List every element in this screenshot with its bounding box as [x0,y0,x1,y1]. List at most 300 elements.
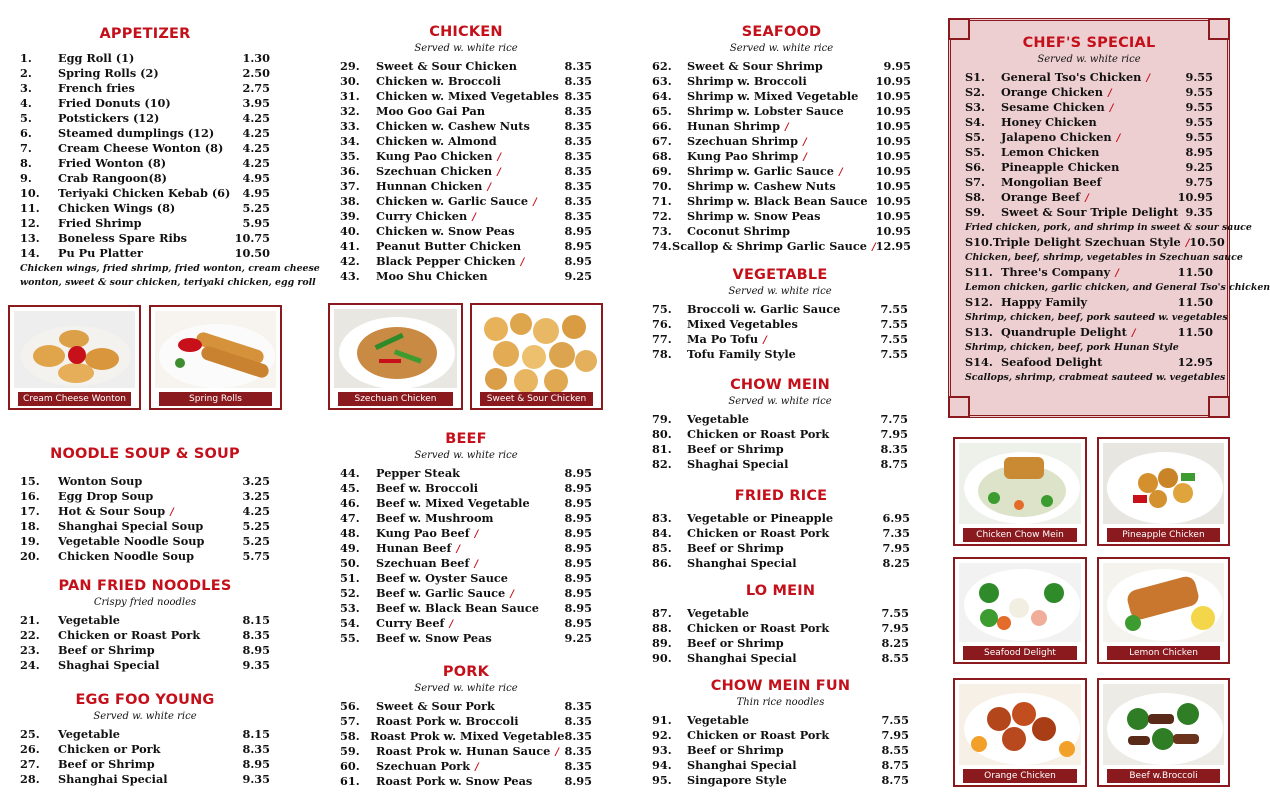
orange-chicken-image [959,684,1085,769]
item-number: 20. [20,549,40,563]
item-name-text: Fried Donuts (10) [58,96,171,110]
item-number: 6. [20,126,32,140]
item-name-text: Shanghai Special Soup [58,519,204,533]
chili-pepper-icon: / [510,589,514,600]
photo-caption: Seafood Delight [963,646,1077,660]
item-price: 10.95 [1177,190,1213,204]
item-name-text: Beef or Shrimp [687,743,784,757]
item-price: 4.25 [242,141,270,155]
photo-caption: Chicken Chow Mein [963,528,1077,542]
item-price: 8.35 [564,194,592,208]
food-photo [1097,678,1230,787]
item-number: 93. [652,743,672,757]
item-price: 3.25 [242,474,270,488]
item-name [58,613,242,628]
item-number: 45. [340,481,360,495]
item-number: 54. [340,616,360,630]
item-price: 8.95 [564,774,592,788]
item-number: 95. [652,773,672,787]
item-name-text: Chicken or Roast Pork [687,728,830,742]
menu-item [340,209,592,224]
photo-caption: Cream Cheese Wonton [18,392,131,406]
item-name-text: Honey Chicken [1001,115,1097,129]
section-subtitle: Served w. white rice [414,683,518,694]
item-price: 10.50 [234,246,270,260]
menu-item [340,759,592,774]
item-number: 19. [20,534,40,548]
item-number: 11. [20,201,40,215]
item-number: 5. [20,111,32,125]
item-name-text: Three's Company [1001,265,1111,279]
item-price: 8.35 [564,104,592,118]
item-price: 8.95 [564,496,592,510]
chowmein-section [652,377,908,472]
appetizer-section [20,26,320,290]
menu-item [340,744,592,759]
item-price: 8.35 [564,759,592,773]
item-name [1001,295,1178,310]
item-price: 7.95 [880,427,908,441]
item-number: 33. [340,119,360,133]
item-name-text: Vegetable [687,412,749,426]
menu-item [652,713,909,728]
food-photo [1097,557,1230,664]
item-name-text: Szechuan Pork [376,759,471,773]
item-number: 91. [652,713,672,727]
item-number: S10. [965,235,993,249]
item-name [370,729,564,744]
item-price: 4.25 [242,111,270,125]
item-name-text: Shanghai Special [58,772,168,786]
chili-pepper-icon: / [170,507,174,518]
item-price: 4.25 [242,156,270,170]
item-number: 71. [652,194,672,208]
item-price: 8.95 [564,481,592,495]
item-price: 10.95 [875,224,911,238]
item-number: 52. [340,586,360,600]
item-name [687,743,881,758]
item-number: 29. [340,59,360,73]
item-name [376,239,564,254]
menu-item [652,224,911,239]
item-name [687,302,880,317]
item-price: 8.25 [882,556,910,570]
menu-item [652,89,911,104]
item-name-text: Chicken w. Mixed Vegetables [376,89,559,103]
item-name [672,239,876,254]
item-number: 84. [652,526,672,540]
section-title: CHOW MEIN FUN [710,678,851,694]
item-name [376,134,564,149]
item-number: 60. [340,759,360,773]
item-price: 10.95 [875,104,911,118]
menu-item [20,201,270,216]
item-price: 8.95 [564,616,592,630]
item-number: S4. [965,115,985,129]
menu-item [965,115,1213,130]
item-number: 27. [20,757,40,771]
item-price: 2.75 [242,81,270,95]
item-name-text: Sweet & Sour Shrimp [687,59,823,73]
item-price: 1.30 [242,51,270,65]
item-price: 7.75 [880,412,908,426]
section-subtitle: Served w. white rice [93,711,197,722]
item-number: 70. [652,179,672,193]
item-name [687,511,882,526]
item-price: 8.75 [881,773,909,787]
menu-item [20,66,270,81]
menu-item [652,332,908,347]
menu-item [20,171,270,186]
menu-item [965,70,1213,85]
item-number: 38. [340,194,360,208]
item-name [376,164,564,179]
photo-caption: Pineapple Chicken [1107,528,1220,542]
item-price: 10.95 [875,164,911,178]
menu-item [20,727,270,742]
item-name [58,742,242,757]
menu-item [340,571,592,586]
item-price: 8.95 [242,757,270,771]
item-price: 8.35 [564,209,592,223]
item-name-text: Mongolian Beef [1001,175,1102,189]
item-price: 10.95 [875,134,911,148]
item-name-text: Peanut Butter Chicken [376,239,522,253]
item-name [687,347,880,362]
menu-item [20,246,270,261]
item-name [376,269,564,284]
item-name [1001,85,1185,100]
menu-item [340,601,592,616]
item-name [687,332,880,347]
item-price: 9.55 [1185,85,1213,99]
item-name-text: Happy Family [1001,295,1088,309]
item-price: 7.35 [882,526,910,540]
menu-item [965,100,1213,115]
menu-item [20,628,270,643]
item-number: 48. [340,526,360,540]
chili-pepper-icon: / [1131,328,1136,339]
item-name-text: Shrimp w. Black Bean Sauce [687,194,868,208]
pineapple-chicken-image [1103,443,1228,528]
menu-item [340,89,592,104]
item-price: 7.95 [882,541,910,555]
menu-item [340,59,592,74]
item-price: 8.95 [564,556,592,570]
section-subtitle: Served w. white rice [414,450,518,461]
item-name-text: Singapore Style [687,773,787,787]
item-price: 8.95 [242,643,270,657]
menu-item [652,347,908,362]
item-number: 64. [652,89,672,103]
item-name [376,699,564,714]
menu-item [652,412,908,427]
menu-item [340,511,592,526]
item-name-text: Sesame Chicken [1001,100,1105,114]
item-price: 9.25 [564,269,592,283]
photo-caption: Sweet & Sour Chicken [480,392,593,406]
item-price: 8.35 [564,134,592,148]
item-number: S9. [965,205,985,219]
item-name-text: Chicken Noodle Soup [58,549,195,563]
spring-rolls-image [155,311,280,392]
item-name-text: Beef w. Mixed Vegetable [376,496,530,510]
item-name-text: Egg Roll (1) [58,51,135,65]
item-name-text: Spring Rolls (2) [58,66,159,80]
menu-item [340,179,592,194]
item-number: 34. [340,134,360,148]
wonton-image [14,311,139,392]
item-number: 89. [652,636,672,650]
item-name-text: Beef w. Snow Peas [376,631,492,645]
item-name [58,111,242,126]
menu-item [652,317,908,332]
item-name [1001,355,1178,370]
menu-item [20,96,270,111]
item-name [1001,190,1178,205]
item-number: 63. [652,74,672,88]
appetizer-note: Chicken wings, fried shrimp, fried wonton, cream cheese wonton, sweet & sour chicken, teriyaki chicken, egg roll [20,263,320,288]
item-price: 9.25 [1185,160,1213,174]
section-subtitle: Served w. white rice [1037,54,1141,65]
item-name [687,442,880,457]
item-number: 76. [652,317,672,331]
menu-item [340,134,592,149]
item-price: 4.95 [242,186,270,200]
chili-pepper-icon: / [838,167,843,178]
beef-broccoli-image [1103,684,1228,769]
menu-item [652,209,911,224]
item-name-text: Coconut Shrimp [687,224,790,238]
section-title: CHEF'S SPECIAL [1022,35,1156,51]
menu-item [652,302,908,317]
item-name [58,643,242,658]
menu-item [20,231,270,246]
item-price: 7.55 [880,347,908,361]
item-name [376,74,564,89]
item-price: 12.95 [1177,355,1213,369]
item-list [965,70,1270,385]
item-number: 9. [20,171,32,185]
item-name-text: Hunan Shrimp [687,119,781,133]
item-number: 92. [652,728,672,742]
menu-item [20,111,270,126]
menu-item [652,773,909,788]
menu-item [20,757,270,772]
sweet-sour-chicken-image [476,309,601,392]
item-name [376,194,564,209]
item-name-text: Shaghai Special [687,457,789,471]
item-name-text: Shanghai Special [687,758,797,772]
item-name-text: Fried Shrimp [58,216,142,230]
item-name-text: Curry Beef [376,616,445,630]
item-price: 8.95 [564,586,592,600]
menu-item [20,186,270,201]
item-price: 9.35 [242,658,270,672]
item-name [687,606,881,621]
item-price: 8.35 [564,119,592,133]
item-number: 39. [340,209,360,223]
item-number: 72. [652,209,672,223]
item-name [687,427,880,442]
item-price: 11.50 [1177,265,1213,279]
item-number: 44. [340,466,360,480]
item-price: 8.35 [242,628,270,642]
item-name [687,526,882,541]
item-number: 4. [20,96,32,110]
menu-item [20,126,270,141]
item-name-text: Shrimp w. Snow Peas [687,209,821,223]
item-price: 8.55 [881,743,909,757]
chili-pepper-icon: / [1085,193,1089,204]
item-price: 7.55 [881,713,909,727]
item-number: S1. [965,70,985,84]
item-note: Chicken, beef, shrimp, vegetables in Szechuan sauce [965,252,1243,263]
item-number: 22. [20,628,40,642]
item-number: 8. [20,156,32,170]
item-name-text: Wonton Soup [58,474,143,488]
item-price: 8.95 [564,601,592,615]
item-name-text: Ma Po Tofu [687,332,759,346]
item-note: Scallops, shrimp, crabmeat sauteed w. vegetables [965,372,1226,383]
item-number: S8. [965,190,985,204]
item-number: 15. [20,474,40,488]
section-subtitle: Served w. white rice [728,286,832,297]
item-name-text: Chicken Wings (8) [58,201,176,215]
item-name [687,89,876,104]
menu-item [652,164,911,179]
item-name-text: Vegetable [58,613,120,627]
photo-caption: Szechuan Chicken [338,392,453,406]
item-name-text: Shrimp w. Broccoli [687,74,807,88]
item-price: 4.95 [242,171,270,185]
item-name [687,728,881,743]
item-name [58,628,242,643]
menu-item [340,119,592,134]
chili-pepper-icon: / [871,242,876,253]
section-title: CHOW MEIN [730,377,830,393]
item-name [687,104,876,119]
item-price: 8.15 [242,727,270,741]
item-name [376,149,564,164]
item-price: 8.35 [242,742,270,756]
item-name-text: Cream Cheese Wonton (8) [58,141,224,155]
item-price: 3.25 [242,489,270,503]
menu-item [20,474,270,489]
item-name [376,744,564,759]
item-name [58,201,242,216]
menu-item [340,729,592,744]
item-price: 11.50 [1177,325,1213,339]
section-subtitle: Served w. white rice [414,43,518,54]
item-number: 86. [652,556,672,570]
chili-pepper-icon: / [449,619,454,630]
item-name [58,474,242,489]
chili-pepper-icon: / [456,544,461,555]
item-name-text: Vegetable [687,606,749,620]
chili-pepper-icon: / [803,137,807,148]
item-name [376,119,564,134]
item-name [993,235,1190,250]
item-name [376,224,564,239]
item-name [687,74,876,89]
menu-item [965,235,1225,250]
item-price: 8.35 [564,89,592,103]
menu-item [20,658,270,673]
item-number: 21. [20,613,40,627]
item-name [58,81,242,96]
item-price: 7.55 [880,302,908,316]
item-price: 8.35 [564,164,592,178]
item-number: 7. [20,141,32,155]
pork-section [340,664,592,789]
item-number: 10. [20,186,40,200]
item-number: 80. [652,427,672,441]
item-name [687,758,881,773]
menu-item [652,526,910,541]
item-number: 74. [652,239,672,253]
item-list [652,302,908,362]
menu-item [965,85,1213,100]
item-name [1001,145,1185,160]
item-name [58,246,235,261]
section-title: SEAFOOD [741,24,822,40]
item-name-text: Szechuan Shrimp [687,134,798,148]
item-name-text: Chicken or Roast Pork [687,526,830,540]
chili-pepper-icon: / [487,182,492,193]
item-name-text: Black Pepper Chicken [376,254,516,268]
photo-caption: Spring Rolls [159,392,272,406]
photo-caption: Orange Chicken [963,769,1077,783]
menu-item [652,651,909,666]
item-price: 8.95 [564,254,592,268]
item-name-text: Quandruple Delight [1001,325,1127,339]
chili-pepper-icon: / [472,212,476,223]
item-list [340,466,592,646]
soup-section [20,446,270,564]
food-photo [470,303,603,410]
menu-item [652,621,909,636]
item-name [1001,130,1185,145]
item-price: 10.95 [875,209,911,223]
item-number: 55. [340,631,360,645]
menu-item [340,616,592,631]
menu-item [340,104,592,119]
menu-item [652,728,909,743]
item-name-text: Beef w. Broccoli [376,481,479,495]
item-number: 43. [340,269,360,283]
menu-item [965,175,1213,190]
item-name [376,466,564,481]
menu-item [20,156,270,171]
item-number: 50. [340,556,360,570]
item-price: 5.75 [242,549,270,563]
item-number: 25. [20,727,40,741]
item-name-text: Hunan Beef [376,541,452,555]
item-name-text: Vegetable or Pineapple [687,511,834,525]
item-number: 17. [20,504,40,518]
item-number: S13. [965,325,993,339]
item-price: 8.35 [564,74,592,88]
menu-item [340,631,592,646]
item-name-text: Orange Chicken [1001,85,1103,99]
menu-item [340,714,592,729]
item-number: 73. [652,224,672,238]
chili-pepper-icon: / [1185,238,1190,249]
item-name [376,481,564,496]
menu-item [20,51,270,66]
item-price: 9.35 [242,772,270,786]
